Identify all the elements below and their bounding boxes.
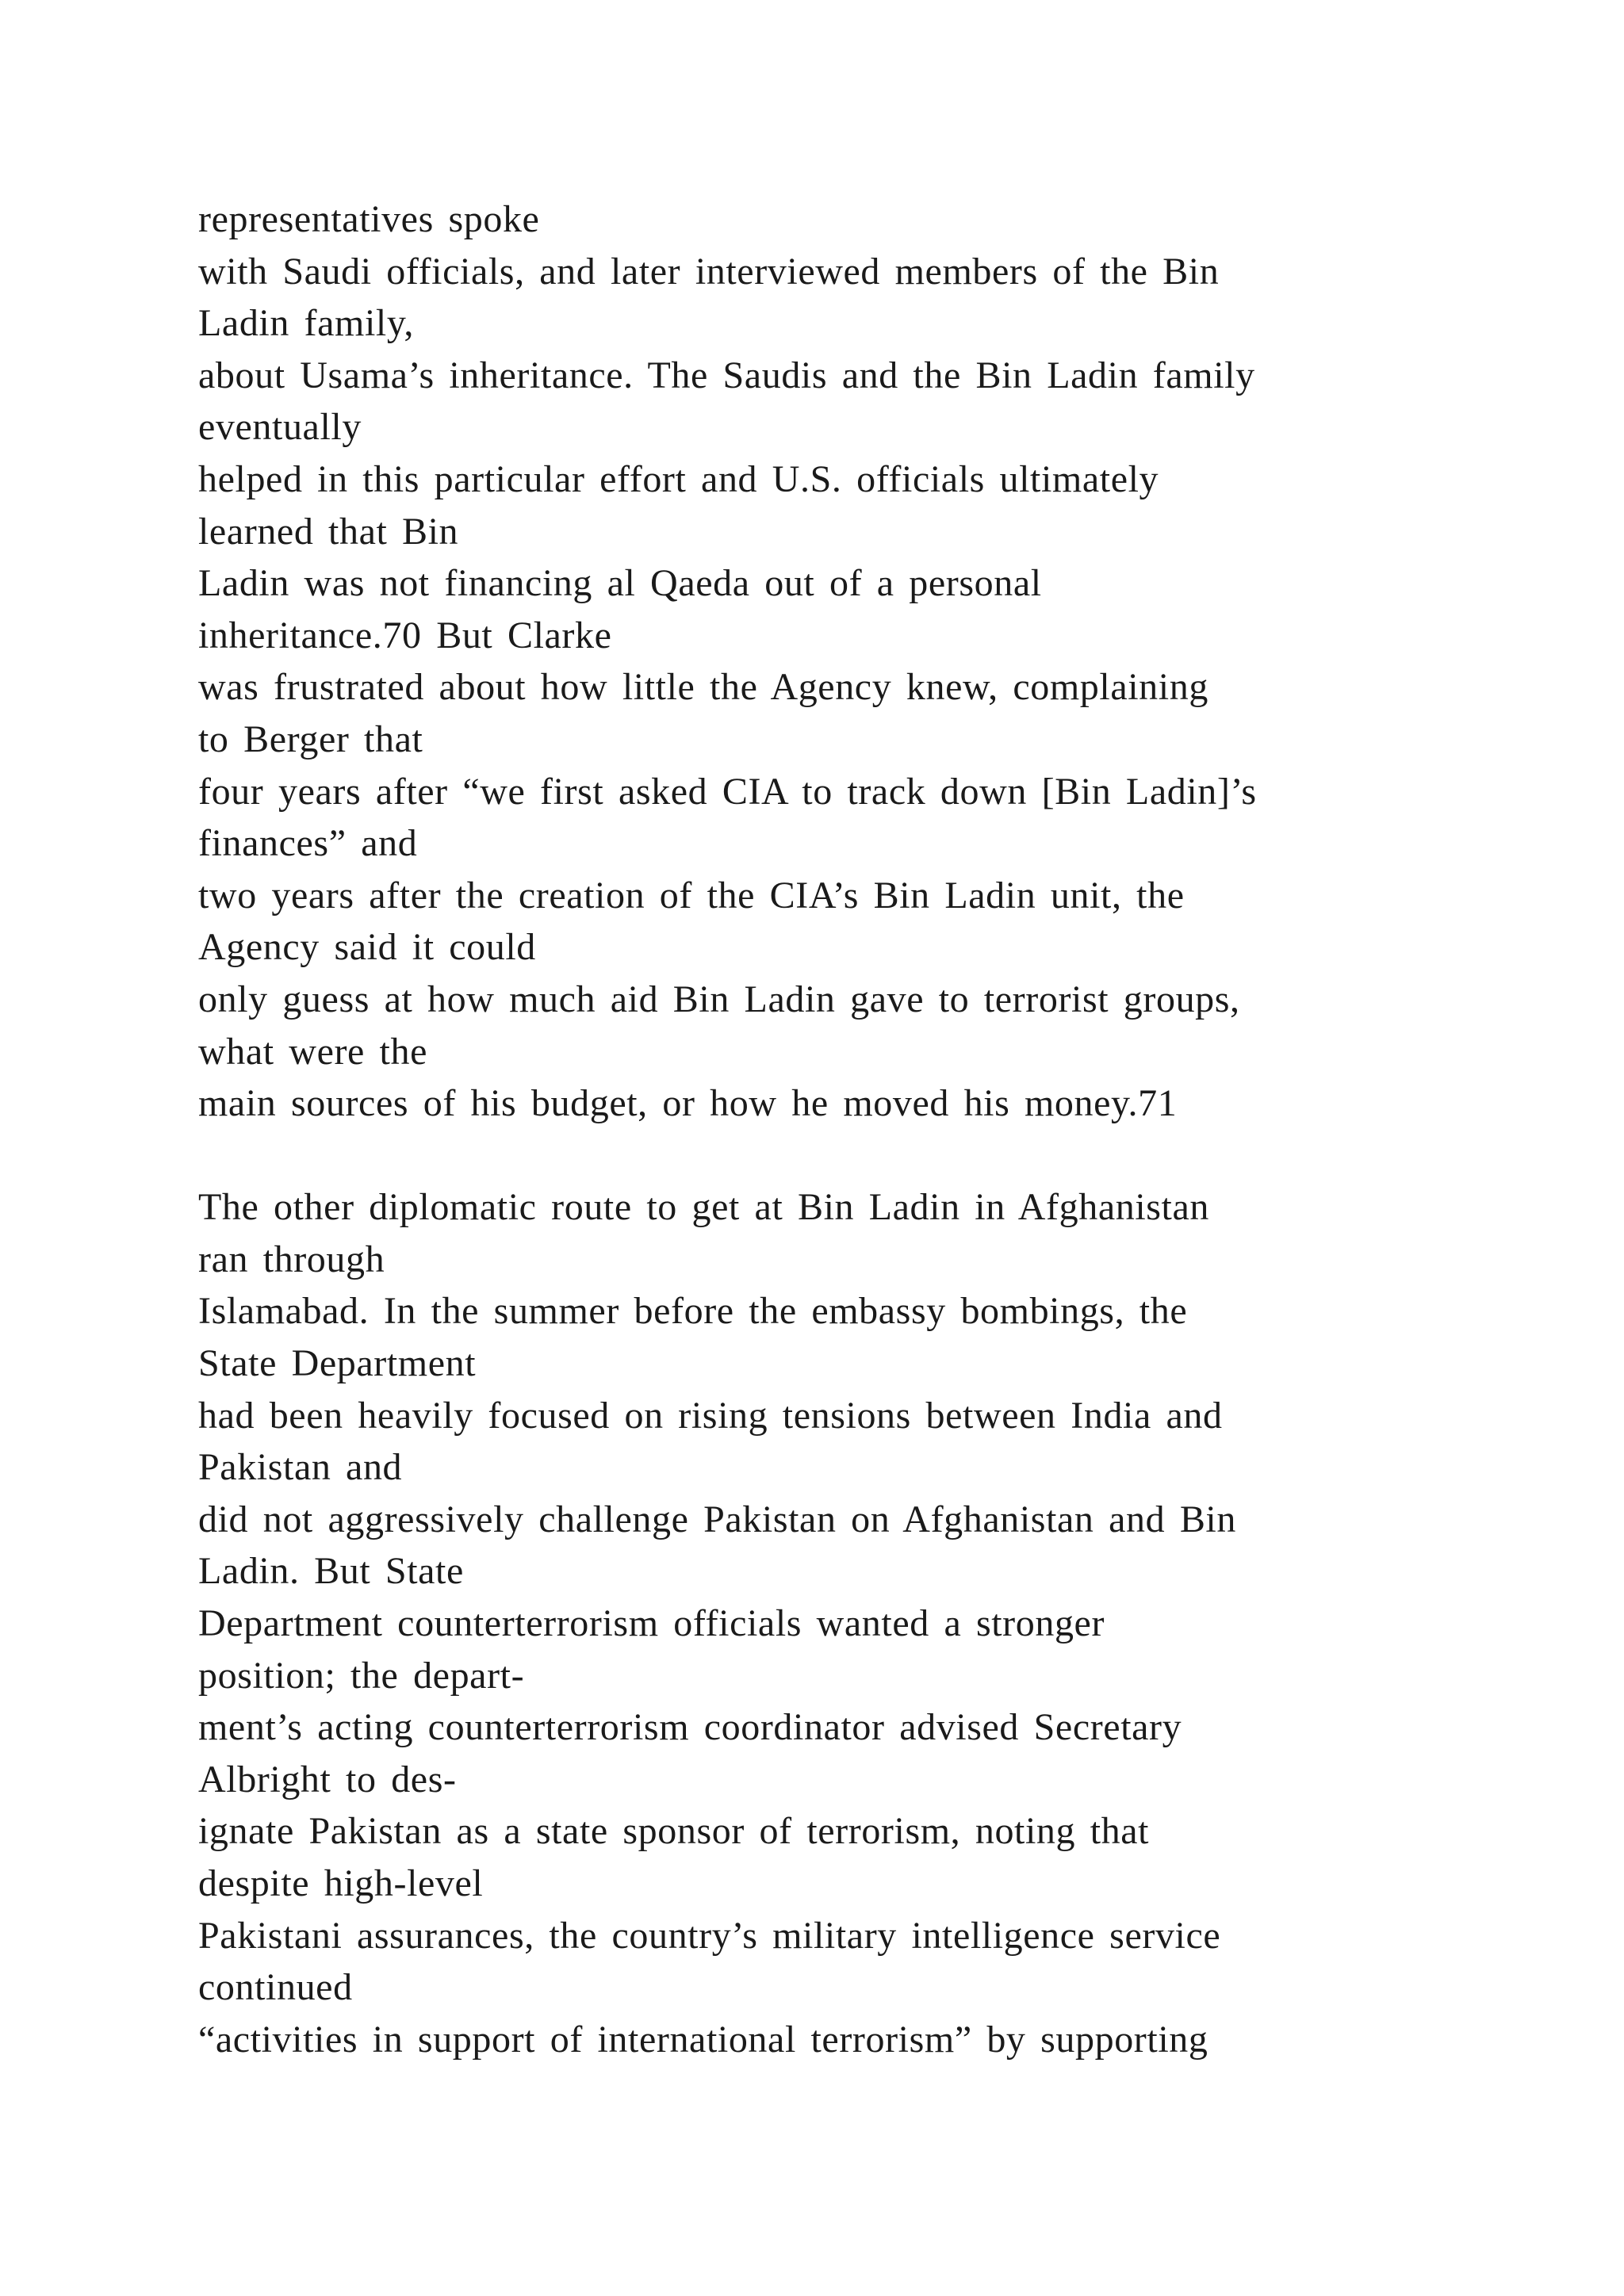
paragraph-2	[198, 1181, 1546, 2065]
paragraph-break	[198, 1130, 1546, 1182]
text-line: Department counterterrorism officials wanted a stronger	[198, 1602, 1105, 1645]
text-line: about Usama’s inheritance. The Saudis and the Bin Ladin family	[198, 354, 1255, 396]
text-line: was frustrated about how little the Agency knew, complaining	[198, 666, 1208, 709]
text-line: ment’s acting counterterrorism coordinator advised Secretary	[198, 1706, 1182, 1749]
text-line: what were the	[198, 1030, 428, 1073]
paragraph-1	[198, 193, 1546, 1130]
text-line: four years after “we first asked CIA to track down [Bin Ladin]’s	[198, 770, 1257, 813]
text-line: Ladin was not financing al Qaeda out of a personal	[198, 562, 1042, 605]
text-line: inheritance.70 But Clarke	[198, 614, 612, 656]
text-line: had been heavily focused on rising tensions between India and	[198, 1394, 1223, 1437]
text-line: did not aggressively challenge Pakistan on Afghanistan and Bin	[198, 1498, 1236, 1540]
text-line: Pakistan and	[198, 1446, 403, 1489]
text-line: “activities in support of international terrorism” by supporting	[198, 2018, 1208, 2061]
text-line: The other diplomatic route to get at Bin Ladin in Afghanistan	[198, 1186, 1209, 1229]
text-line: with Saudi officials, and later interviewed members of the Bin	[198, 250, 1220, 293]
text-line: Agency said it could	[198, 926, 536, 969]
text-line: learned that Bin	[198, 510, 459, 553]
text-line: main sources of his budget, or how he moved his money.71	[198, 1082, 1178, 1125]
text-line: Ladin family,	[198, 302, 414, 345]
text-line: to Berger that	[198, 718, 423, 760]
text-line: eventually	[198, 406, 362, 449]
text-line: position; the depart-	[198, 1654, 525, 1697]
document-body	[198, 193, 1546, 2065]
text-line: two years after the creation of the CIA’s Bin Ladin unit, the	[198, 874, 1185, 916]
text-line: helped in this particular effort and U.S. officials ultimately	[198, 457, 1159, 500]
text-line: representatives spoke	[198, 198, 540, 240]
text-line: finances” and	[198, 822, 418, 865]
text-line: only guess at how much aid Bin Ladin gave to terrorist groups,	[198, 978, 1240, 1020]
text-line: Ladin. But State	[198, 1550, 464, 1593]
text-line: Islamabad. In the summer before the embassy bombings, the	[198, 1290, 1188, 1333]
text-line: ignate Pakistan as a state sponsor of terrorism, noting that	[198, 1810, 1150, 1853]
text-line: Albright to des-	[198, 1758, 457, 1800]
text-line: despite high-level	[198, 1862, 484, 1904]
text-line: State Department	[198, 1342, 477, 1385]
text-line: ran through	[198, 1238, 385, 1280]
text-line: Pakistani assurances, the country’s military intelligence service	[198, 1914, 1221, 1957]
text-line: continued	[198, 1966, 353, 2009]
